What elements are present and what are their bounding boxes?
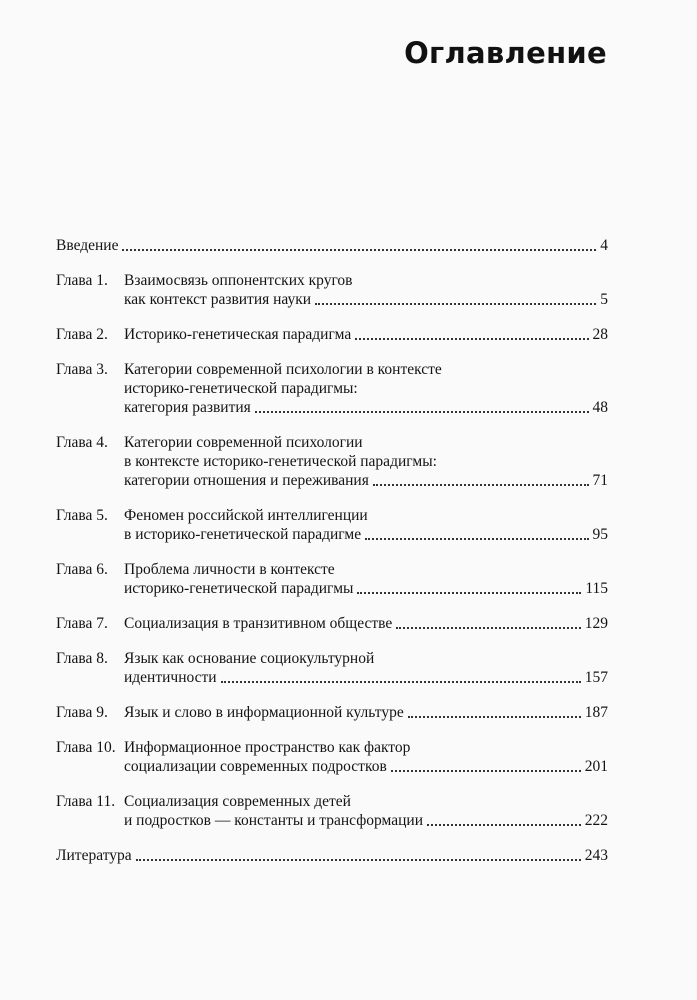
toc-entry-title-line: в историко-генетической парадигме [124, 526, 362, 543]
toc-page-number: 243 [584, 847, 608, 864]
toc-entry-title-line: Категории современной психологии в контексте [124, 361, 442, 378]
toc-page-number: 48 [592, 399, 608, 416]
toc-page-number: 71 [592, 472, 608, 489]
toc-entry-title-line: Язык как основание социокультурной [124, 650, 375, 667]
toc-entry-title-line: Историко-генетическая парадигма [124, 326, 352, 343]
toc-page-number: 95 [592, 526, 608, 543]
toc-entry-title-line: социализации современных подростков [124, 758, 387, 775]
chapter-number: Глава 10. [56, 739, 116, 756]
dot-leader [122, 248, 596, 251]
toc-page-number: 201 [584, 758, 608, 775]
toc-entry-title-line: Феномен российской интеллигенции [124, 507, 368, 524]
chapter-number: Глава 3. [56, 361, 108, 378]
toc-entry-title-line: как контекст развития науки [124, 291, 312, 308]
toc-entry-title-line: Социализация современных детей [124, 793, 351, 810]
toc-entry-title: Литература [56, 847, 132, 864]
dot-leader [396, 626, 581, 629]
table-of-contents [56, 236, 608, 865]
chapter-number: Глава 8. [56, 650, 108, 667]
toc-entry-intro[interactable] [56, 236, 608, 255]
toc-entry-title-line: в контексте историко-генетической парадигмы: [124, 453, 437, 470]
dot-leader [357, 591, 581, 594]
chapter-number: Глава 7. [56, 615, 108, 632]
toc-entry-title-line: Категории современной психологии [124, 434, 363, 451]
chapter-number: Глава 2. [56, 326, 108, 343]
toc-entry-title: Введение [56, 237, 119, 254]
toc-entry-literature[interactable] [56, 846, 608, 865]
toc-entry-title-line: категория развития [124, 399, 251, 416]
chapter-number: Глава 11. [56, 793, 116, 810]
chapter-number: Глава 4. [56, 434, 108, 451]
toc-entry-chapter-9[interactable] [56, 703, 608, 722]
toc-entry-chapter-11[interactable] [56, 792, 608, 830]
dot-leader [136, 858, 581, 861]
toc-entry-chapter-6[interactable] [56, 560, 608, 598]
toc-entry-title-line: Взаимосвязь оппонентских кругов [124, 272, 353, 289]
dot-leader [355, 337, 588, 340]
dot-leader [427, 823, 581, 826]
dot-leader [255, 410, 589, 413]
toc-entry-chapter-8[interactable] [56, 649, 608, 687]
toc-entry-title-line: историко-генетической парадигмы [124, 580, 354, 597]
toc-entry-chapter-3[interactable] [56, 360, 608, 417]
toc-page-number: 28 [592, 326, 608, 343]
toc-entry-title-line: и подростков — константы и трансформации [124, 812, 424, 829]
toc-entry-title-line: Социализация в транзитивном обществе [124, 615, 393, 632]
toc-page-number: 157 [584, 669, 608, 686]
dot-leader [315, 302, 596, 305]
toc-page-number: 4 [600, 237, 608, 254]
chapter-number: Глава 9. [56, 704, 108, 721]
dot-leader [221, 680, 581, 683]
chapter-number: Глава 5. [56, 507, 108, 524]
toc-entry-title-line: Язык и слово в информационной культуре [124, 704, 404, 721]
toc-entry-chapter-1[interactable] [56, 271, 608, 309]
dot-leader [391, 769, 581, 772]
dot-leader [373, 483, 589, 486]
toc-page-number: 129 [584, 615, 608, 632]
chapter-number: Глава 1. [56, 272, 108, 289]
toc-entry-title-line: историко-генетической парадигмы: [124, 380, 358, 397]
toc-page-number: 222 [584, 812, 608, 829]
toc-entry-chapter-2[interactable] [56, 325, 608, 344]
toc-entry-title-line: Информационное пространство как фактор [124, 739, 411, 756]
toc-page-number: 115 [585, 580, 608, 597]
toc-page-number: 187 [584, 704, 608, 721]
toc-entry-chapter-10[interactable] [56, 738, 608, 776]
toc-entry-title-line: идентичности [124, 669, 217, 686]
dot-leader [365, 537, 588, 540]
toc-entry-title-line: категории отношения и переживания [124, 472, 369, 489]
toc-entry-chapter-5[interactable] [56, 506, 608, 544]
toc-page-number: 5 [600, 291, 608, 308]
toc-entry-title-line: Проблема личности в контексте [124, 561, 335, 578]
toc-entry-chapter-7[interactable] [56, 614, 608, 633]
toc-entry-chapter-4[interactable] [56, 433, 608, 490]
chapter-number: Глава 6. [56, 561, 108, 578]
page-title: Оглавление [404, 36, 607, 70]
dot-leader [408, 715, 581, 718]
